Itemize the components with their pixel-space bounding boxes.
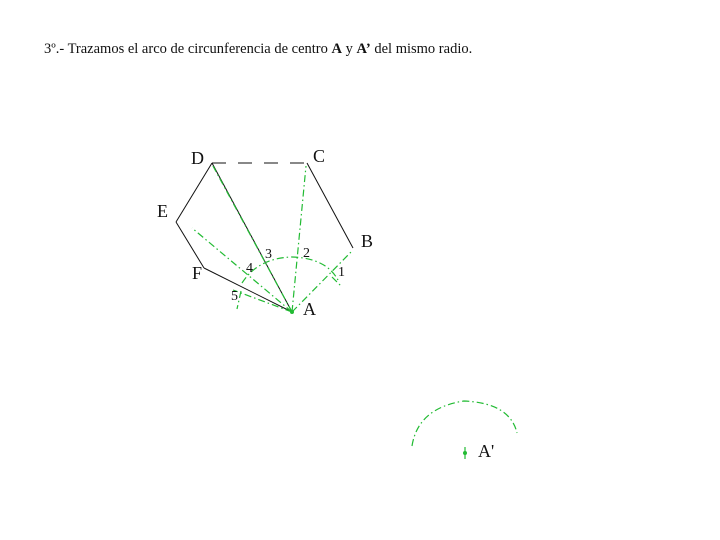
label-5: 5 — [231, 289, 238, 304]
label-a: A — [303, 299, 316, 319]
label-f: F — [192, 263, 203, 283]
caption-point-a-prime: A’ — [356, 41, 371, 57]
label-1: 1 — [338, 265, 345, 280]
side-d-e — [176, 163, 212, 222]
side-c-b — [307, 163, 353, 248]
label-d: D — [191, 148, 204, 168]
arc-centre-a-prime — [412, 401, 517, 446]
construction-lines — [192, 166, 517, 459]
label-4: 4 — [246, 261, 253, 276]
point-a-marker — [290, 310, 294, 314]
caption-suffix: del mismo radio. — [370, 41, 473, 57]
side-e-f — [176, 222, 204, 268]
label-a-prime: A' — [478, 441, 495, 461]
ray-a-to-d — [213, 166, 292, 312]
caption-mid: y — [342, 41, 357, 57]
label-b: B — [361, 231, 374, 251]
ray-a-to-b — [292, 250, 353, 312]
label-3: 3 — [265, 247, 272, 262]
ray-a-to-c — [292, 166, 306, 312]
label-c: C — [313, 146, 326, 166]
caption-prefix: 3º.- Trazamos el arco de circunferencia de centro — [44, 41, 332, 57]
caption-point-a: A — [331, 41, 342, 57]
ray-a-to-5 — [233, 290, 292, 312]
label-e: E — [157, 201, 168, 221]
label-2: 2 — [303, 246, 310, 261]
point-a-prime-marker — [463, 451, 467, 455]
